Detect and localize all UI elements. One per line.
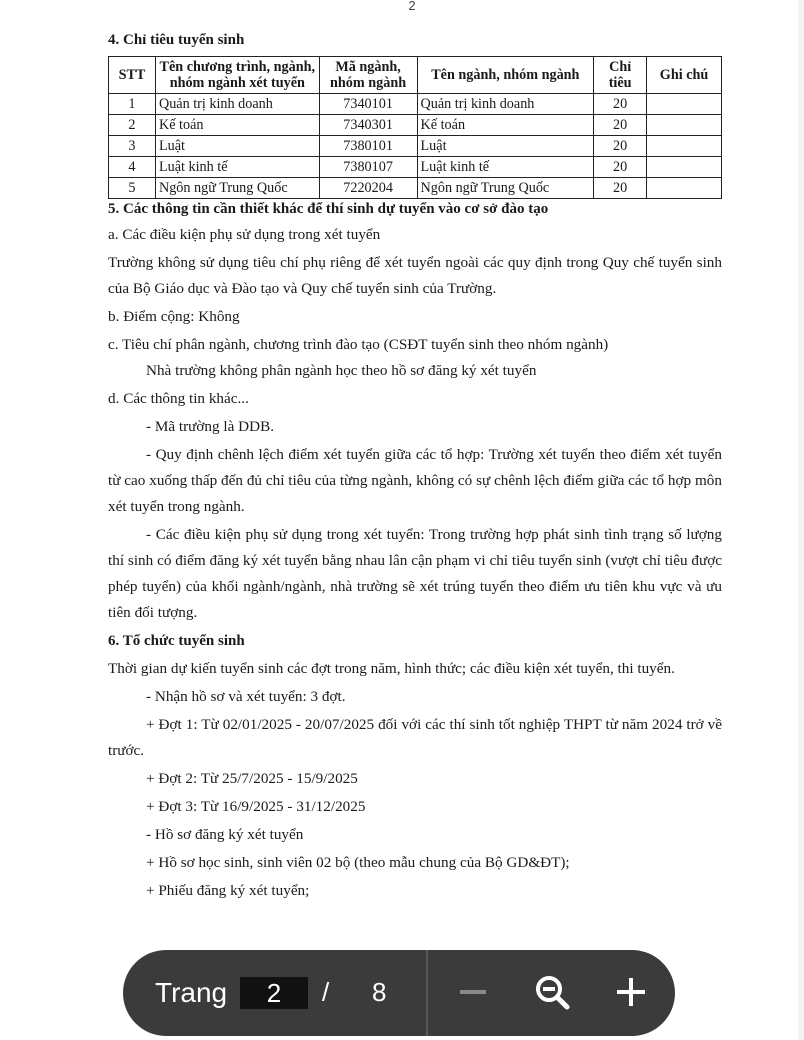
cell-major: Luật [417,136,594,157]
cell-code: 7340301 [319,115,417,136]
zoom-icon [532,972,572,1012]
header-quota: Chỉ tiêu [594,57,647,94]
cell-stt: 5 [109,178,156,199]
cell-program: Luật [155,136,319,157]
table-row [109,136,722,157]
cell-note [647,115,722,136]
page-label: Trang [155,977,228,1008]
cell-quota: 20 [594,178,647,199]
scrollbar[interactable] [798,0,804,1040]
document-content [108,32,722,904]
table-header-row [109,57,722,94]
table-row [109,178,722,199]
current-page-input[interactable]: 2 [240,977,308,1009]
cell-code: 7380107 [319,157,417,178]
cell-stt: 3 [109,136,156,157]
cell-quota: 20 [594,115,647,136]
cell-quota: 20 [594,136,647,157]
cell-note [647,157,722,178]
page-separator: / [322,977,330,1007]
minus-icon [453,972,493,1012]
cell-stt: 1 [109,94,156,115]
cell-major: Luật kinh tế [417,157,594,178]
cell-major: Ngôn ngữ Trung Quốc [417,178,594,199]
zoom-out-button[interactable] [453,972,493,1012]
zoom-button[interactable] [532,972,572,1012]
cell-note [647,136,722,157]
section-5b-title: b. Điểm cộng: Không [108,308,240,325]
cell-stt: 4 [109,157,156,178]
section-6-item: + Đợt 3: Từ 16/9/2025 - 31/12/2025 [146,798,366,815]
section-6-item: - Nhận hồ sơ và xét tuyển: 3 đợt. [146,688,346,705]
toolbar-divider [426,950,428,1036]
cell-code: 7220204 [319,178,417,199]
section-5a-text: Trường không sử dụng tiêu chí phụ riêng để xét tuyển ngoài các quy định trong Quy chế tuyển sinh của Bộ Giáo dục và Đào tạo và Quy chế tuyển sinh của Trường. [108,254,722,297]
cell-note [647,94,722,115]
page-number-top: 2 [408,0,416,13]
section-6-intro: Thời gian dự kiến tuyển sinh các đợt trong năm, hình thức; các điều kiện xét tuyển, thi tuyển. [108,660,675,677]
cell-major: Kế toán [417,115,594,136]
cell-stt: 2 [109,115,156,136]
section-5d-title: d. Các thông tin khác... [108,390,249,407]
cell-quota: 20 [594,157,647,178]
header-program-name: Tên chương trình, ngành, nhóm ngành xét tuyển [155,57,319,94]
total-pages: 8 [372,977,387,1007]
cell-program: Ngôn ngữ Trung Quốc [155,178,319,199]
zoom-in-button[interactable] [611,972,651,1012]
section-5d-item: - Quy định chênh lệch điểm xét tuyển giữa các tổ hợp: Trường xét tuyển theo điểm xét tuyển từ cao xuống thấp đến đủ chỉ tiêu của từng ngành, không có sự chênh lệch điểm giữa các tổ hợp môn xét tuyển trong ngành. [108,446,722,515]
cell-note [647,178,722,199]
header-stt: STT [109,57,156,94]
table-row [109,94,722,115]
cell-program: Luật kinh tế [155,157,319,178]
header-major-code: Mã ngành, nhóm ngành [319,57,417,94]
section-5a-title: a. Các điều kiện phụ sử dụng trong xét tuyển [108,226,381,243]
section-6-item: + Đợt 2: Từ 25/7/2025 - 15/9/2025 [146,770,358,787]
cell-program: Quản trị kinh doanh [155,94,319,115]
section-6-item: - Hồ sơ đăng ký xét tuyển [146,826,304,843]
cell-program: Kế toán [155,115,319,136]
section-5c-title: c. Tiêu chí phân ngành, chương trình đào tạo (CSĐT tuyển sinh theo nhóm ngành) [108,336,609,353]
section-6-item: + Hồ sơ học sinh, sinh viên 02 bộ (theo mẫu chung của Bộ GD&ĐT); [146,854,570,871]
section-5d-item: - Mã trường là DDB. [146,418,275,435]
cell-code: 7380101 [319,136,417,157]
section-5d-item: - Các điều kiện phụ sử dụng trong xét tuyển: Trong trường hợp phát sinh tình trạng số lượng thí sinh có điểm đăng ký xét tuyển bằng nhau lân cận phạm vi chỉ tiêu tuyển sinh (vượt chỉ tiêu được phép tuyển) của khối ngành/ngành, nhà trường sẽ xét trúng tuyển theo điểm ưu tiên khu vực và ưu tiên đối tượng. [108,526,722,621]
section-6-item: + Đợt 1: Từ 02/01/2025 - 20/07/2025 đối với các thí sinh tốt nghiệp THPT từ năm 2024 trở về trước. [108,716,722,759]
cell-major: Quản trị kinh doanh [417,94,594,115]
header-major-name: Tên ngành, nhóm ngành [417,57,594,94]
table-row [109,157,722,178]
section-5-heading: 5. Các thông tin cần thiết khác để thí sinh dự tuyển vào cơ sở đào tạo [108,201,549,217]
table-row [109,115,722,136]
section-6-heading: 6. Tổ chức tuyển sinh [108,633,245,649]
section-5c-text: Nhà trường không phân ngành học theo hồ sơ đăng ký xét tuyển [146,362,537,379]
header-note: Ghi chú [647,57,722,94]
plus-icon [611,972,651,1012]
pdf-toolbar [123,950,675,1036]
section-4-heading: 4. Chỉ tiêu tuyển sinh [108,32,245,48]
cell-quota: 20 [594,94,647,115]
cell-code: 7340101 [319,94,417,115]
quota-table [108,56,722,199]
section-6-item: + Phiếu đăng ký xét tuyển; [146,882,310,899]
